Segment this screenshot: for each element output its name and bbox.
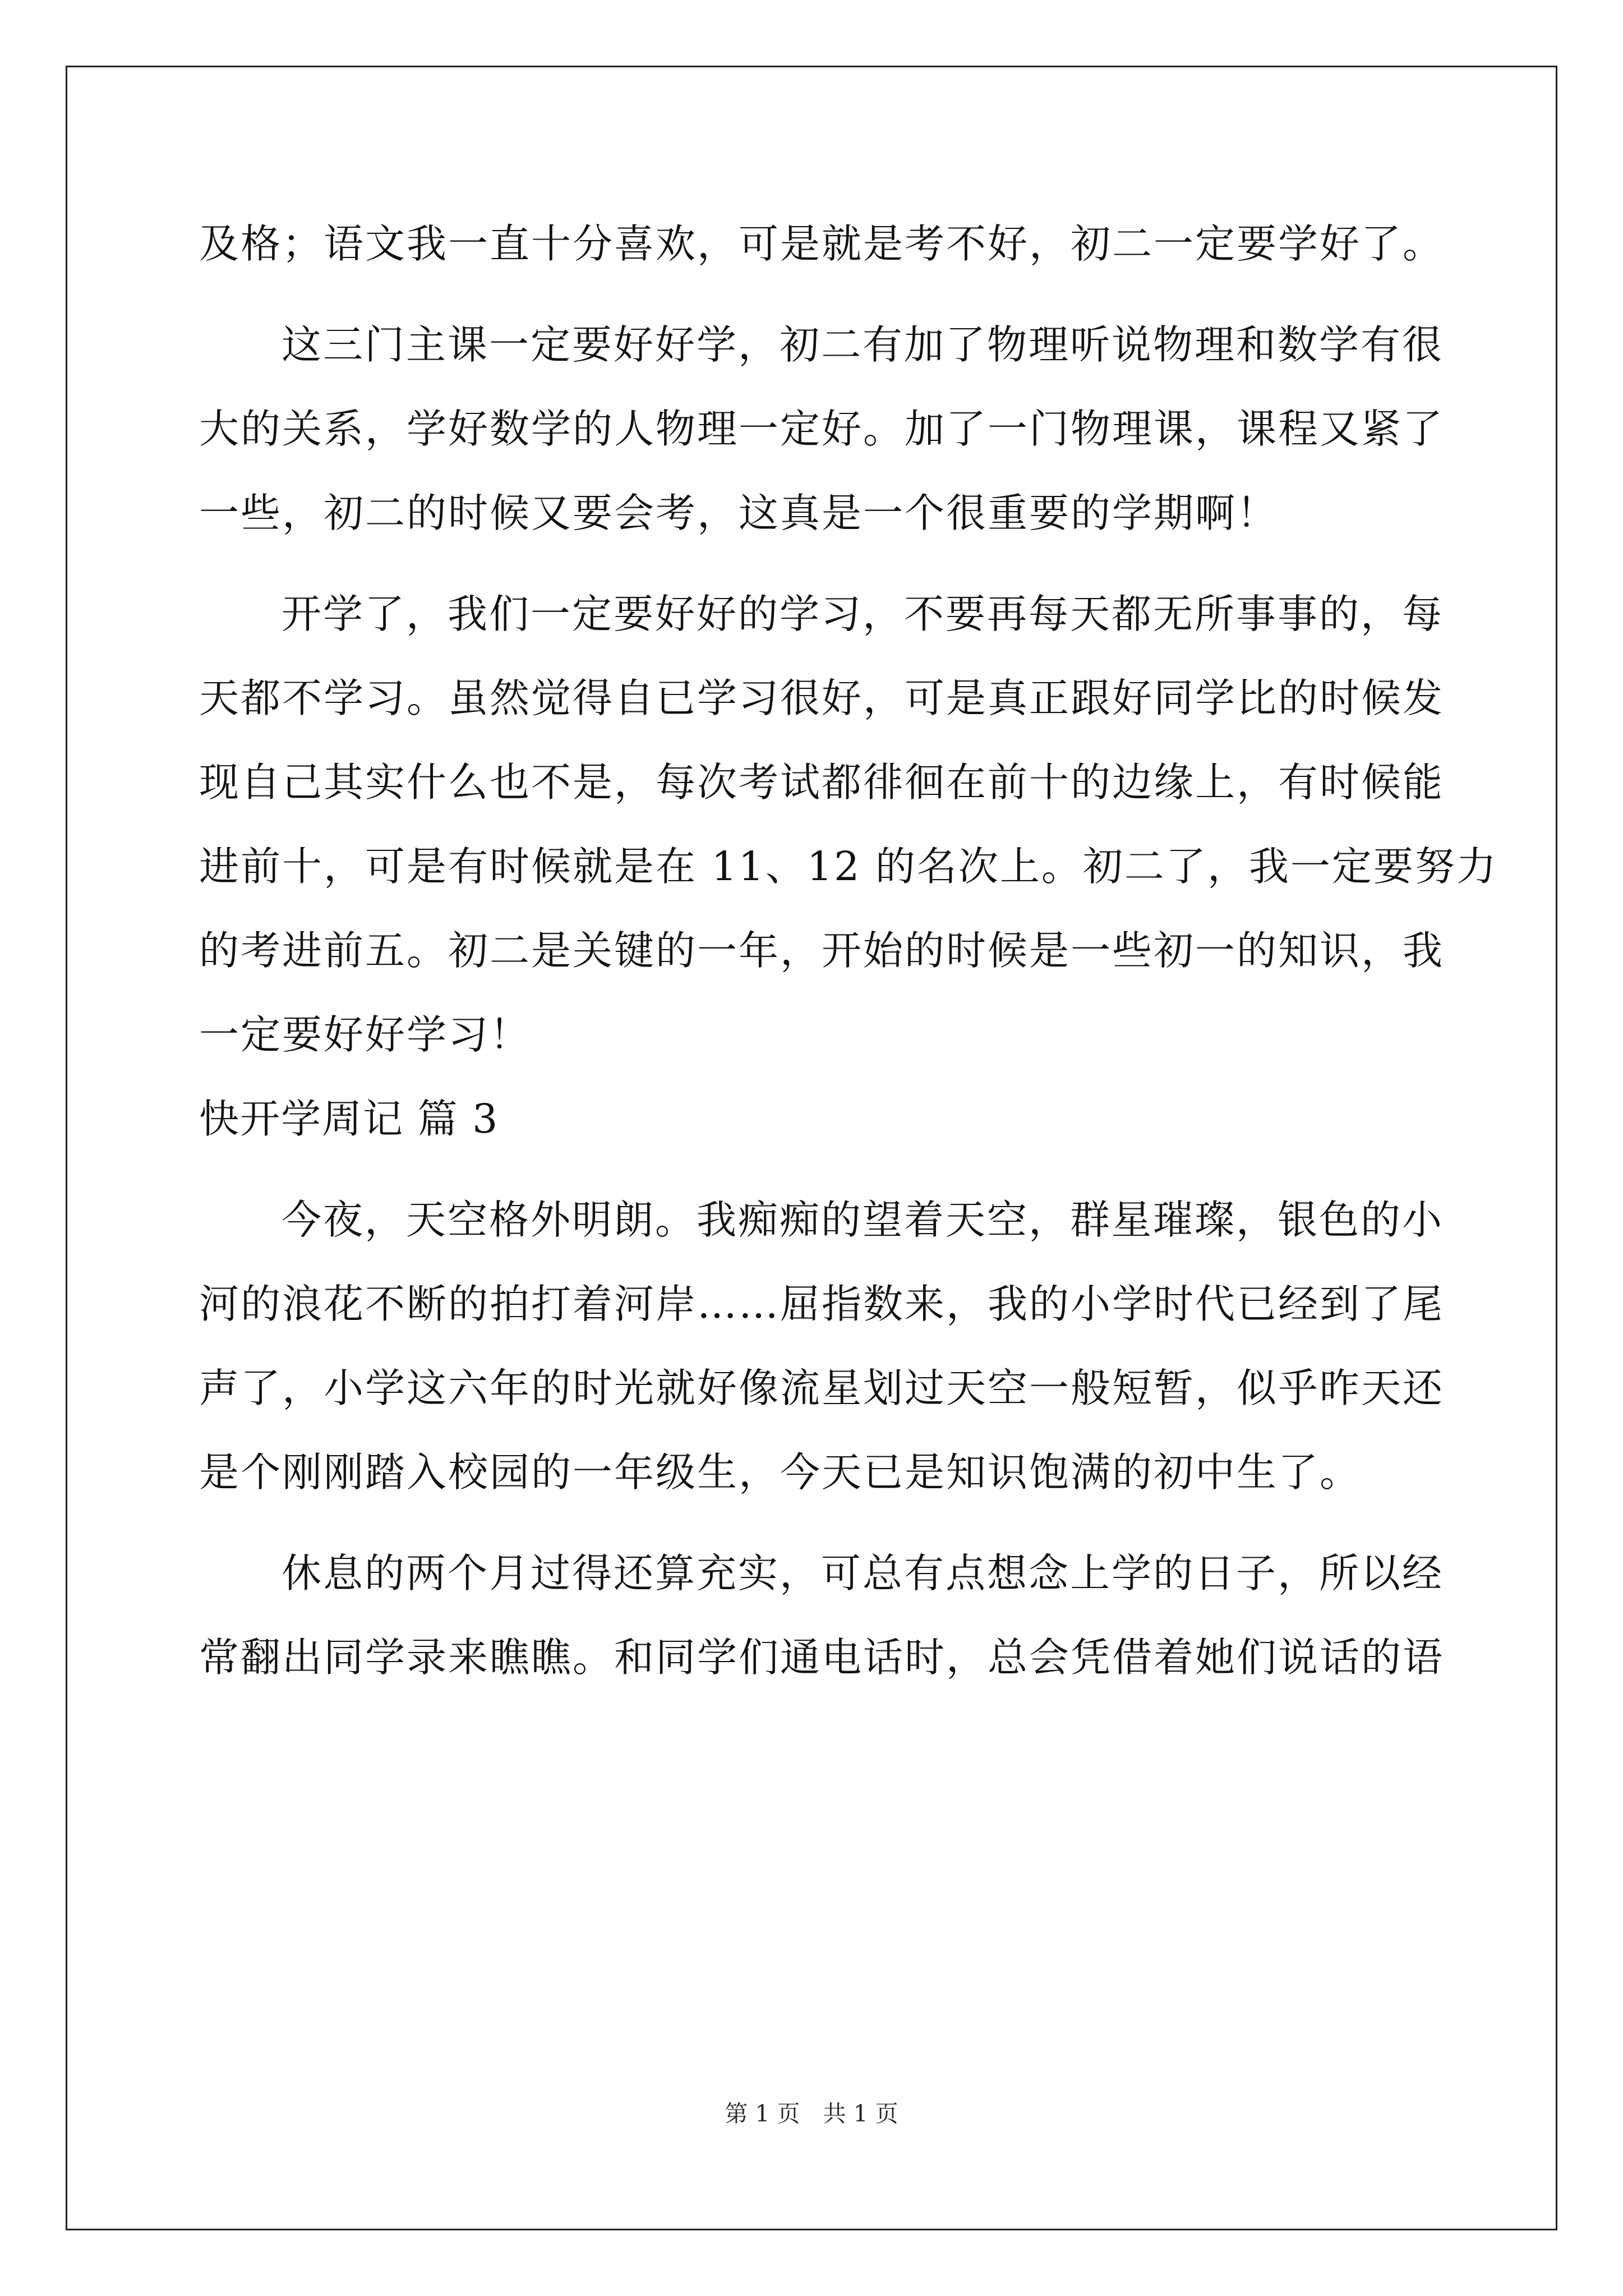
text-line: 现自己其实什么也不是，每次考试都徘徊在前十的边缘上，有时候能 [199, 759, 1445, 806]
text-line: 一定要好好学习！ [199, 1011, 532, 1058]
paragraph [199, 303, 1445, 555]
paragraph [199, 1531, 1445, 1700]
text-line: 河的浪花不断的拍打着河岸……屈指数来，我的小学时代已经到了尾 [199, 1281, 1445, 1327]
paragraph [199, 202, 1445, 286]
paragraph [199, 1178, 1445, 1515]
section-heading: 快开学周记 篇 3 [199, 1096, 499, 1142]
text-line: 常翻出同学录来瞧瞧。和同学们通电话时，总会凭借着她们说话的语 [199, 1634, 1445, 1681]
text-line: 大的关系，学好数学的人物理一定好。加了一门物理课，课程又紧了 [199, 406, 1445, 452]
text-line: 的考进前五。初二是关键的一年，开始的时候是一些初一的知识，我 [199, 927, 1445, 974]
text-line: 今夜，天空格外明朗。我痴痴的望着天空，群星璀璨，银色的小 [282, 1197, 1444, 1243]
text-line: 及格；语文我一直十分喜欢，可是就是考不好，初二一定要学好了。 [199, 220, 1445, 267]
page-footer: 第 1 页 共 1 页 [725, 2100, 898, 2127]
text-line: 开学了，我们一定要好好的学习，不要再每天都无所事事的，每 [282, 591, 1444, 637]
text-line: 休息的两个月过得还算充实，可总有点想念上学的日子，所以经 [282, 1550, 1444, 1596]
text-line: 一些，初二的时候又要会考，这真是一个很重要的学期啊！ [199, 490, 1279, 536]
document-body [199, 202, 1498, 1700]
text-line: 声了，小学这六年的时光就好像流星划过天空一般短暂，似乎昨天还 [199, 1365, 1445, 1411]
text-line: 是个刚刚踏入校园的一年级生，今天已是知识饱满的初中生了。 [199, 1449, 1362, 1496]
text-line: 天都不学习。虽然觉得自已学习很好，可是真正跟好同学比的时候发 [199, 675, 1445, 721]
paragraph [199, 572, 1498, 1077]
text-line: 这三门主课一定要好好学，初二有加了物理听说物理和数学有很 [282, 321, 1444, 368]
text-line: 进前十，可是有时候就是在 11、12 的名次上。初二了，我一定要努力 [199, 843, 1498, 890]
